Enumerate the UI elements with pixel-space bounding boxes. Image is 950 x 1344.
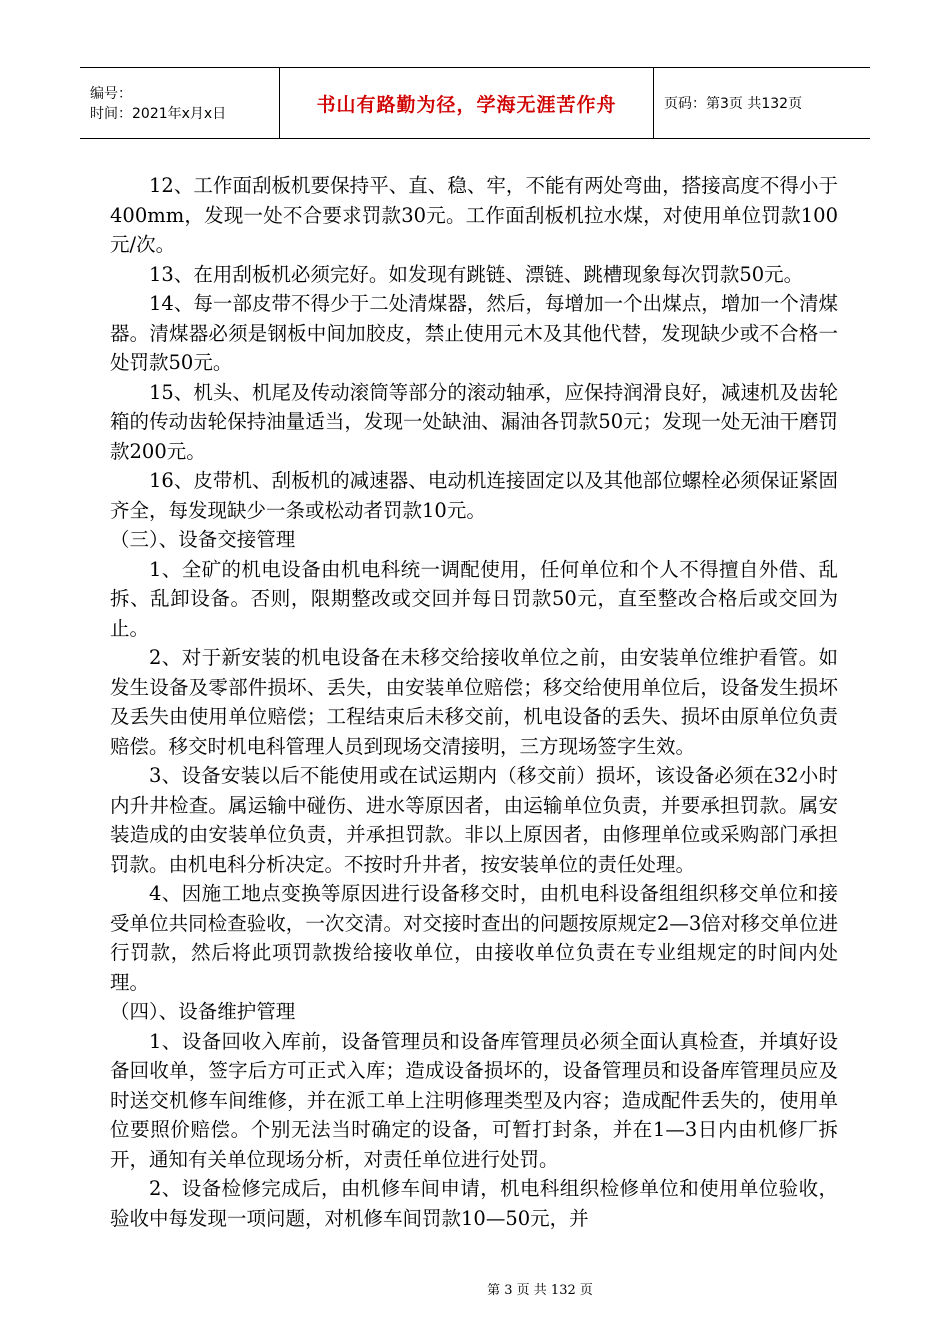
- header-motto-cell: [280, 68, 654, 138]
- header-motto: 书山有路勤为径，学海无涯苦作舟: [316, 93, 617, 116]
- section-heading: （四）、设备维护管理: [110, 1000, 296, 1023]
- clause-paragraph: 4、因施工地点变换等原因进行设备移交时，由机电科设备组组织移交单位和接受单位共同检查验收，一次交清。对交接时查出的问题按原规定2—3倍对移交单位进行罚款，然后将此项罚款拨给接收单位，由接收单位负责在专业组规定的时间内处理。: [110, 882, 838, 994]
- document-number-label: 编号：: [90, 86, 132, 102]
- clause-paragraph: 13、在用刮板机必须完好。如发现有跳链、漂链、跳槽现象每次罚款50元。: [149, 262, 804, 286]
- document-time-label: 时间：2021年x月x日: [90, 106, 227, 122]
- clause-paragraph: 16、皮带机、刮板机的减速器、电动机连接固定以及其他部位螺栓必须保证紧固齐全，每发现缺少一条或松动者罚款10元。: [110, 469, 838, 522]
- clause-paragraph: 12、工作面刮板机要保持平、直、稳、牢，不能有两处弯曲，搭接高度不得小于400mm，发现一处不合要求罚款30元。工作面刮板机拉水煤，对使用单位罚款100元/次。: [110, 174, 838, 256]
- clause-paragraph: 2、设备检修完成后，由机修车间申请，机电科组织检修单位和使用单位验收，验收中每发现一项问题，对机修车间罚款10—50元，并: [110, 1177, 838, 1230]
- header-page-cell: [654, 68, 870, 138]
- clause-paragraph: 1、全矿的机电设备由机电科统一调配使用，任何单位和个人不得擅自外借、乱拆、乱卸设备。否则，限期整改或交回并每日罚款50元，直至整改合格后或交回为止。: [110, 557, 838, 640]
- clause-paragraph: 1、设备回收入库前，设备管理员和设备库管理员必须全面认真检查，并填好设备回收单，签字后方可正式入库；造成设备损坏的，设备管理员和设备库管理员应及时送交机修车间维修，并在派工单上注明修理类型及内容；造成配件丢失的，使用单位要照价赔偿。个别无法当时确定的设备，可暂打封条，并在1—3日内由机修厂拆开，通知有关单位现场分析，对责任单位进行处罚。: [110, 1029, 838, 1171]
- clause-paragraph: 14、每一部皮带不得少于二处清煤器，然后，每增加一个出煤点，增加一个清煤器。清煤器必须是钢板中间加胶皮，禁止使用元木及其他代替，发现缺少或不合格一处罚款50元。: [110, 292, 838, 374]
- document-body: [110, 171, 838, 1233]
- clause-paragraph: 2、对于新安装的机电设备在未移交给接收单位之前，由安装单位维护看管。如发生设备及零部件损坏、丢失，由安装单位赔偿；移交给使用单位后，设备发生损坏及丢失由使用单位赔偿；工程结束后未移交前，机电设备的丢失、损坏由原单位负责赔偿。移交时机电科管理人员到现场交清接明，三方现场签字生效。: [110, 646, 838, 758]
- header-page-info: 页码：第3页 共132页: [664, 96, 803, 112]
- document-header: [80, 67, 870, 139]
- header-meta: [80, 68, 280, 138]
- clause-paragraph: 3、设备安装以后不能使用或在试运期内（移交前）损坏，该设备必须在32小时内升井检查。属运输中碰伤、进水等原因者，由运输单位负责，并要承担罚款。属安装造成的由安装单位负责，并承担罚款。非以上原因者，由修理单位或采购部门承担罚款。由机电科分析决定。不按时升井者，按安装单位的责任处理。: [110, 764, 838, 876]
- clause-paragraph: 15、机头、机尾及传动滚筒等部分的滚动轴承，应保持润滑良好，减速机及齿轮箱的传动齿轮保持油量适当，发现一处缺油、漏油各罚款50元；发现一处无油干磨罚款200元。: [110, 380, 838, 463]
- section-heading: （三）、设备交接管理: [110, 528, 296, 551]
- page-footer: 第 3 页 共 132 页: [487, 1283, 593, 1298]
